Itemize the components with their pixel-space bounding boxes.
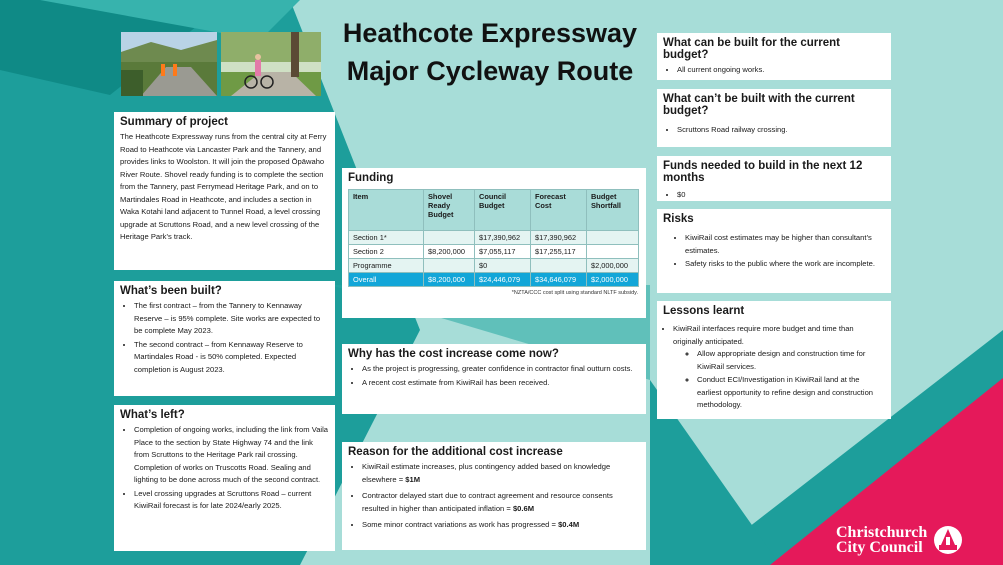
built-heading: What’s been built? [120, 285, 222, 297]
reason-text: Contractor delayed start due to contract agreement and resource consents resulted in higher than anticipated inflation = [362, 491, 613, 513]
list-item: ◦ Allow appropriate design and construction time for KiwiRail services. [697, 348, 879, 373]
funds-card [657, 156, 891, 201]
table-total-row [349, 273, 639, 287]
cathedral-icon [933, 525, 963, 555]
lesson-text: KiwiRail interfaces require more budget and time than originally anticipated. [673, 324, 854, 346]
table-cell [531, 259, 587, 273]
photo-construction-site [121, 32, 217, 96]
summary-card [114, 112, 335, 270]
lessons-sublist [673, 348, 885, 412]
list-item [362, 519, 640, 532]
list-item: • Scruttons Road railway crossing. [677, 124, 885, 137]
list-item: • As the project is progressing, greater confidence in contractor final outturn costs. [362, 363, 640, 376]
left-card [114, 405, 335, 551]
list-item [673, 323, 885, 412]
table-cell: $34,646,079 [531, 273, 587, 287]
list-item: • $0 [677, 189, 885, 202]
table-cell: $8,200,000 [424, 273, 475, 287]
list-item: ◦ Conduct ECI/Investigation in KiwiRail land at the earliest opportunity to refine design and construction methodology. [697, 374, 879, 412]
column-header: Council Budget [475, 190, 531, 231]
photo-cyclist [221, 32, 321, 96]
funds-heading: Funds needed to build in the next 12 months [663, 160, 863, 184]
built-card [114, 281, 335, 396]
table-cell: $8,200,000 [424, 245, 475, 259]
table-row [349, 231, 639, 245]
column-header: Forecast Cost [531, 190, 587, 231]
list-item: • Safety risks to the public where the work are incomplete. [685, 258, 885, 271]
reason-amount: $0.6M [512, 503, 535, 513]
why-heading: Why has the cost increase come now? [348, 348, 559, 360]
funding-card [342, 168, 646, 318]
canbuild-card [657, 33, 891, 80]
column-header: Shovel Ready Budget [424, 190, 475, 231]
reason-amount: $0.4M [558, 520, 580, 529]
logo-line-2: City Council [836, 539, 923, 556]
table-cell [587, 245, 639, 259]
list-item: • A recent cost estimate from KiwiRail has been received. [362, 377, 640, 390]
summary-text: The Heathcote Expressway runs from the central city at Ferry Road to Heathcote via Lancaster Park and the Tannery, and provides links to Woolston. It will join the proposed Ōpāwaho River Route. Shovel ready funding is to complete the section from the Tannery, past Ferrymead Heritage Park, and on to Martindales Road in Heathcote, and includes a section in Waka Kotahi land adjacent to Tunnel Road, a level crossing upgrade at Scruttons Road, and a new level crossing of the Heritage Park’s track. [120, 132, 327, 241]
table-cell: Programme [349, 259, 424, 273]
reason-amount: $1M [405, 474, 421, 484]
table-row [349, 259, 639, 273]
table-cell: $2,000,000 [587, 259, 639, 273]
table-cell: $7,055,117 [475, 245, 531, 259]
risks-heading: Risks [663, 213, 694, 225]
reason-card [342, 442, 646, 550]
table-cell: Overall [349, 273, 424, 287]
reason-heading: Reason for the additional cost increase [348, 446, 563, 458]
funds-list [657, 187, 891, 202]
table-cell: $17,390,962 [531, 231, 587, 245]
table-cell [587, 231, 639, 245]
table-cell [424, 231, 475, 245]
lessons-list [657, 320, 891, 412]
summary-heading: Summary of project [120, 116, 228, 128]
risks-card [657, 209, 891, 293]
list-item: • KiwiRail cost estimates may be higher than consultant’s estimates. [685, 232, 885, 257]
list-item [362, 490, 640, 515]
column-header: Item [349, 190, 424, 231]
table-cell [424, 259, 475, 273]
table-header-row [349, 190, 639, 231]
list-item: • The second contract – from Kennaway Reserve to Martindales Road - is 50% completed. Expected completion is August 2023. [134, 339, 329, 377]
risks-list [657, 228, 891, 271]
cantbuild-heading: What can’t be built with the current budget? [663, 93, 855, 117]
reason-text: KiwiRail estimate increases, plus contingency added based on knowledge elsewhere = [362, 462, 611, 484]
logo-line-1: Christchurch [836, 524, 928, 541]
canbuild-list [657, 64, 891, 77]
cantbuild-card [657, 89, 891, 147]
table-cell: Section 2 [349, 245, 424, 259]
reason-list [342, 461, 646, 532]
cantbuild-list [657, 120, 891, 137]
funding-footnote: *NZTA/CCC cost split using standard NLTF subsidy. [511, 290, 638, 296]
why-card [342, 344, 646, 414]
lessons-card [657, 301, 891, 419]
left-list [114, 424, 335, 513]
page-title [335, 14, 645, 90]
left-heading: What’s left? [120, 409, 185, 421]
list-item: • The first contract – from the Tannery to Kennaway Reserve – is 95% complete. Site works are expected to be complete May 2023. [134, 300, 329, 338]
list-item: • Level crossing upgrades at Scruttons Road – current KiwiRail forecast is for late 2024/early 2025. [134, 488, 329, 513]
canbuild-heading: What can be built for the current budget? [663, 37, 840, 61]
funding-table [348, 189, 639, 287]
table-cell: $17,390,962 [475, 231, 531, 245]
reason-text: Some minor contract variations as work has progressed = [362, 520, 559, 529]
column-header: Budget Shortfall [587, 190, 639, 231]
list-item [362, 461, 640, 486]
list-item: • All current ongoing works. [677, 64, 885, 77]
council-logo [836, 525, 963, 555]
table-cell: $2,000,000 [587, 273, 639, 287]
funding-heading: Funding [348, 172, 394, 184]
why-list [342, 363, 646, 389]
table-row [349, 245, 639, 259]
list-item: • Completion of ongoing works, including the link from Vaila Place to the section by State Highway 74 and the link from Scruttons to the Heritage Park rail crossing. Completion of works on Truscotts Road. Sealing and lighting to be done across much of the second contract. [134, 424, 329, 487]
title-line-1: Heathcote Expressway [342, 18, 638, 48]
table-cell: Section 1* [349, 231, 424, 245]
table-cell: $24,446,079 [475, 273, 531, 287]
built-list [114, 300, 335, 376]
table-cell: $17,255,117 [531, 245, 587, 259]
lessons-heading: Lessons learnt [663, 305, 745, 317]
table-cell: $0 [475, 259, 531, 273]
title-line-2: Major Cycleway Route [346, 56, 634, 86]
